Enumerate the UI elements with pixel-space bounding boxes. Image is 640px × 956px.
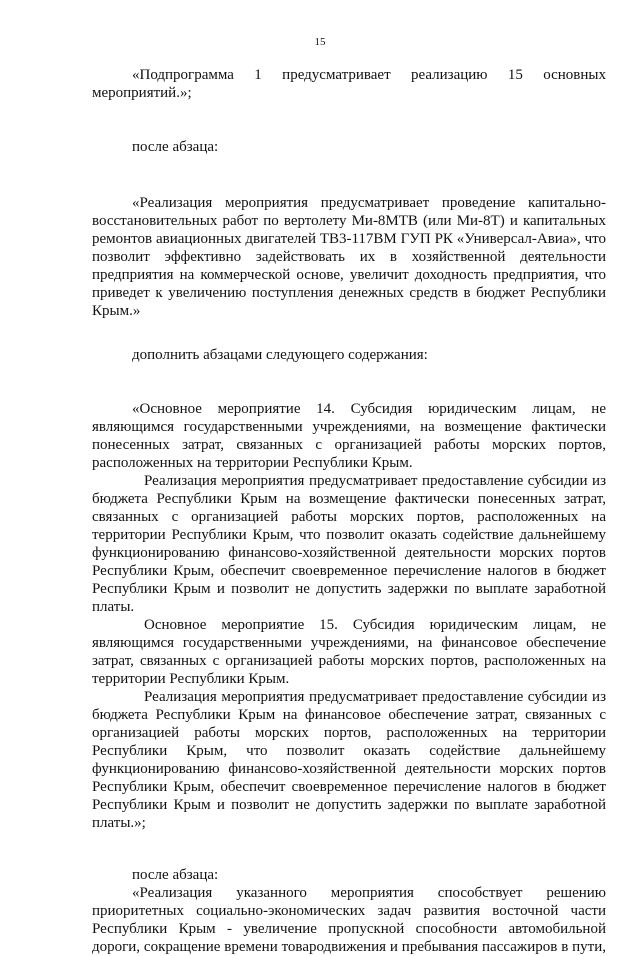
paragraph-subprogram-quote (92, 66, 606, 102)
text-line: являющимся государственными учреждениями, на финансовое обеспечение (92, 635, 606, 651)
text-line: являющимся государственными учреждениями, на возмещение фактически (92, 419, 606, 435)
text-line: функционированию финансово-хозяйственной деятельности морских портов (92, 545, 606, 561)
text-line: Республики Крым и позволит не допустить задержки по выплате заработной (92, 581, 606, 597)
text-line: территории Республики Крым. (92, 671, 290, 687)
text-line: позволит эффективно задействовать их в хозяйственной деятельности (92, 249, 606, 265)
text-line: функционированию финансово-хозяйственной деятельности морских портов (92, 761, 606, 777)
paragraph-main-measure-15 (92, 616, 606, 688)
text-line: предприятия на коммерческой основе, увеличит доходность предприятия, что (92, 267, 606, 283)
text-line: дороги, сокращение времени товародвижения и пребывания пассажиров в пути, (92, 939, 606, 955)
text-line: Реализация мероприятия предусматривает предоставление субсидии из (144, 689, 606, 705)
text-line: платы. (92, 599, 135, 615)
paragraph-measure-14-description (92, 472, 606, 616)
paragraph-main-measure-14 (92, 400, 606, 472)
text-line: Республики Крым, обеспечит своевременное перечисление налогов в бюджет (92, 779, 606, 795)
text-line: территории Республики Крым, что позволит оказать содействие дальнейшему (92, 527, 606, 543)
text-line: бюджета Республики Крым на возмещение фактически понесенных затрат, (92, 491, 606, 507)
text-line: Республики Крым и позволит не допустить задержки по выплате заработной (92, 797, 606, 813)
text-line: Республики Крым, обеспечит своевременное перечисление налогов в бюджет (92, 563, 606, 579)
text-line: Основное мероприятие 15. Субсидия юридическим лицам, не (144, 617, 606, 633)
text-line: дополнить абзацами следующего содержания: (132, 347, 428, 363)
text-line: Реализация мероприятия предусматривает предоставление субсидии из (144, 473, 606, 489)
text-line: понесенных затрат, связанных с организацией работы морских портов, (92, 437, 606, 453)
text-line: Республики Крым - увеличение пропускной способности автомобильной (92, 921, 606, 937)
text-line: восстановительных работ по вертолету Ми-8МТВ (или Ми-8Т) и капитальных (92, 213, 606, 229)
paragraph-after-label (92, 138, 606, 156)
text-line: «Основное мероприятие 14. Субсидия юридическим лицам, не (132, 401, 606, 417)
text-line: «Реализация указанного мероприятия способствует решению (132, 885, 606, 901)
text-line: ремонтов авиационных двигателей ТВ3-117ВМ ГУП РК «Универсал-Авиа», что (92, 231, 606, 247)
text-line: затрат, связанных с организацией работы морских портов, расположенных на (92, 653, 606, 669)
text-line: после абзаца: (132, 867, 219, 883)
page-number: 15 (314, 36, 326, 48)
text-line: приведет к увеличению поступления денежных средств в бюджет Республики (92, 285, 606, 301)
paragraph-supplement-label (92, 346, 606, 364)
text-line: платы.»; (92, 815, 146, 831)
text-line: после абзаца: (132, 139, 219, 155)
text-line: бюджета Республики Крым на финансовое обеспечение затрат, связанных с (92, 707, 606, 723)
text-line: Республики Крым, что позволит оказать содействие дальнейшему (92, 743, 606, 759)
paragraph-after-label-2 (92, 866, 606, 884)
paragraph-measure-15-description (92, 688, 606, 832)
paragraph-existing-text (92, 194, 606, 320)
text-line: организацией работы морских портов, расположенных на территории (92, 725, 606, 741)
text-line: приоритетных социально-экономических задач развития восточной части (92, 903, 606, 919)
text-line: связанных с организацией работы морских портов, расположенных на (92, 509, 606, 525)
text-line: расположенных на территории Республики Крым. (92, 455, 413, 471)
text-line: мероприятий.»; (92, 85, 192, 101)
document-body (92, 66, 606, 956)
text-line: «Подпрограмма 1 предусматривает реализацию 15 основных (132, 67, 606, 83)
text-line: «Реализация мероприятия предусматривает проведение капитально- (132, 195, 606, 211)
paragraph-implementation-quote (92, 884, 606, 956)
text-line: Крым.» (92, 303, 141, 319)
